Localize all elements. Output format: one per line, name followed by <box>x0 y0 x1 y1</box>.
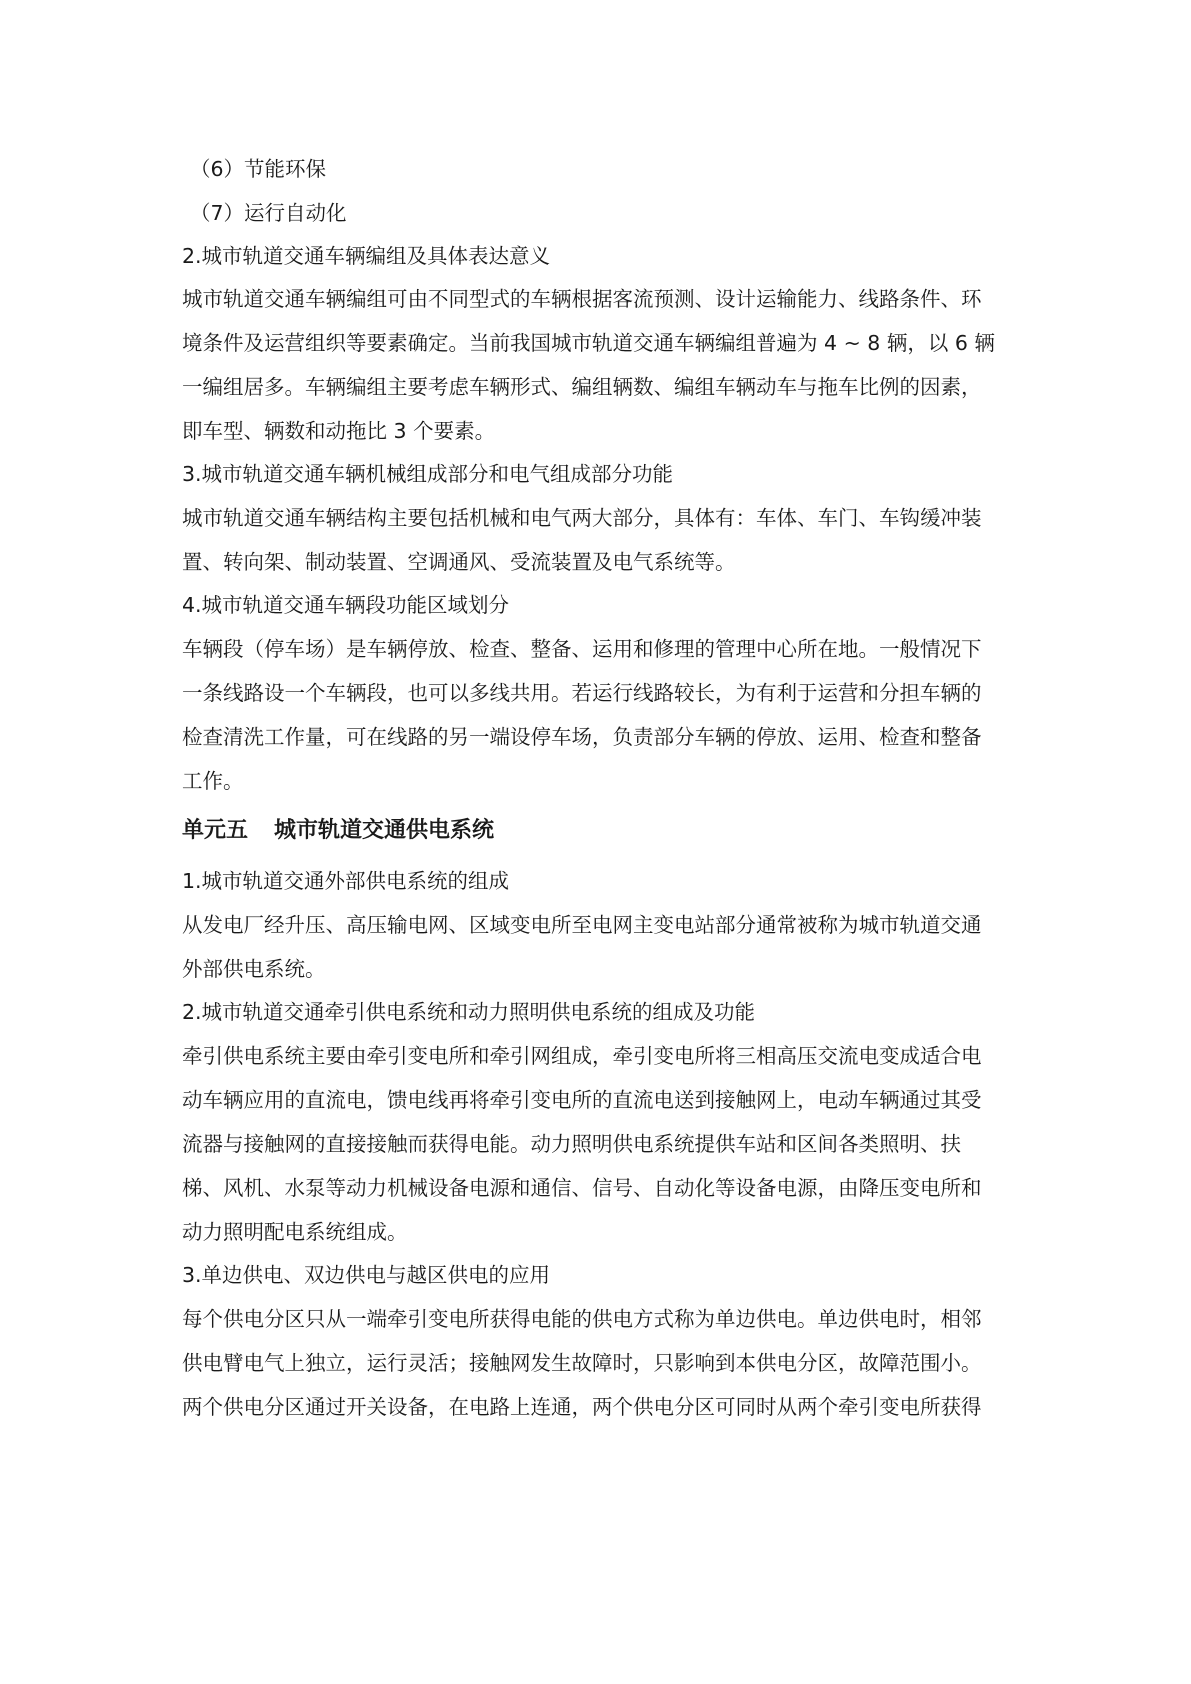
section-title: 3.单边供电、双边供电与越区供电的应用 <box>182 1263 551 1287</box>
paragraph-line: 两个供电分区通过开关设备，在电路上连通，两个供电分区可同时从两个牵引变电所获得 <box>182 1395 982 1419</box>
section-title: 3.城市轨道交通车辆机械组成部分和电气组成部分功能 <box>182 462 674 486</box>
paragraph-line: 检查清洗工作量，可在线路的另一端设停车场，负责部分车辆的停放、运用、检查和整备 <box>182 725 982 749</box>
unit-title: 城市轨道交通供电系统 <box>274 818 495 843</box>
paragraph-line: 动力照明配电系统组成。 <box>182 1220 408 1244</box>
paragraph-line: 供电臂电气上独立，运行灵活；接触网发生故障时，只影响到本供电分区，故障范围小。 <box>182 1351 982 1375</box>
unit-heading <box>182 815 494 847</box>
unit-label: 单元五 <box>182 818 249 843</box>
list-item: （6）节能环保 <box>190 157 327 181</box>
paragraph-line: 动车辆应用的直流电，馈电线再将牵引变电所的直流电送到接触网上，电动车辆通过其受 <box>182 1088 982 1112</box>
paragraph-line: 车辆段（停车场）是车辆停放、检查、整备、运用和修理的管理中心所在地。一般情况下 <box>182 637 982 661</box>
paragraph-line: 外部供电系统。 <box>182 957 326 981</box>
paragraph-line: 城市轨道交通车辆结构主要包括机械和电气两大部分，具体有：车体、车门、车钩缓冲装 <box>182 506 982 530</box>
paragraph-line: 一编组居多。车辆编组主要考虑车辆形式、编组辆数、编组车辆动车与拖车比例的因素， <box>182 375 982 399</box>
section-title: 2.城市轨道交通牵引供电系统和动力照明供电系统的组成及功能 <box>182 1000 756 1024</box>
paragraph-line: 每个供电分区只从一端牵引变电所获得电能的供电方式称为单边供电。单边供电时，相邻 <box>182 1307 982 1331</box>
section-title: 1.城市轨道交通外部供电系统的组成 <box>182 869 510 893</box>
paragraph-line: 牵引供电系统主要由牵引变电所和牵引网组成，牵引变电所将三相高压交流电变成适合电 <box>182 1044 982 1068</box>
paragraph-line: 梯、风机、水泵等动力机械设备电源和通信、信号、自动化等设备电源，由降压变电所和 <box>182 1176 982 1200</box>
paragraph-line: 工作。 <box>182 769 244 793</box>
paragraph-line: 城市轨道交通车辆编组可由不同型式的车辆根据客流预测、设计运输能力、线路条件、环 <box>182 287 982 311</box>
list-item: （7）运行自动化 <box>190 201 347 225</box>
paragraph-line: 境条件及运营组织等要素确定。当前我国城市轨道交通车辆编组普遍为 4 ~ 8 辆，以 6 辆 <box>182 331 995 355</box>
paragraph-line: 流器与接触网的直接接触而获得电能。动力照明供电系统提供车站和区间各类照明、扶 <box>182 1132 961 1156</box>
paragraph-line: 从发电厂经升压、高压输电网、区域变电所至电网主变电站部分通常被称为城市轨道交通 <box>182 913 982 937</box>
paragraph-line: 一条线路设一个车辆段，也可以多线共用。若运行线路较长，为有利于运营和分担车辆的 <box>182 681 982 705</box>
section-title: 4.城市轨道交通车辆段功能区域划分 <box>182 593 510 617</box>
paragraph-line: 置、转向架、制动装置、空调通风、受流装置及电气系统等。 <box>182 550 736 574</box>
paragraph-line: 即车型、辆数和动拖比 3 个要素。 <box>182 419 496 443</box>
section-title: 2.城市轨道交通车辆编组及具体表达意义 <box>182 244 551 268</box>
